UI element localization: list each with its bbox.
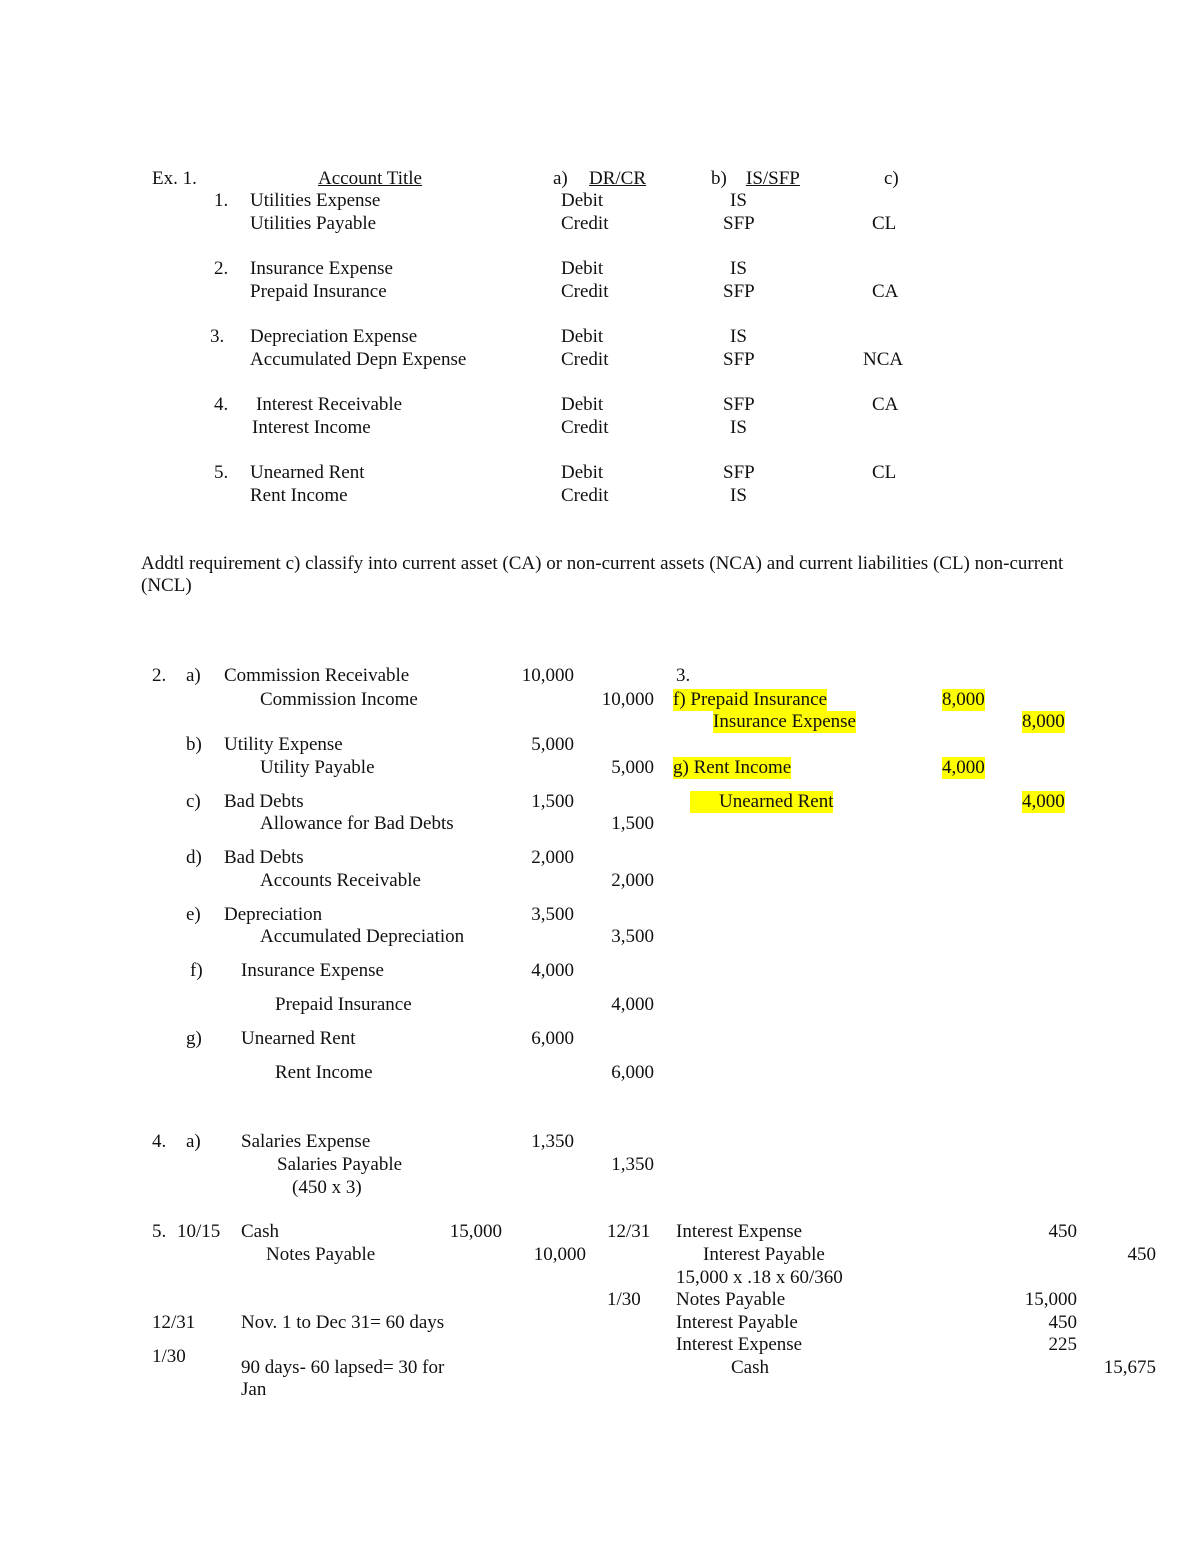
account-name: Interest Income — [252, 417, 371, 438]
group-number: 1. — [214, 190, 229, 211]
account-name: Utilities Expense — [250, 190, 381, 211]
debit-account: g) Rent Income — [673, 757, 792, 778]
debit-account: Bad Debts — [224, 847, 304, 868]
debit-account: Bad Debts — [224, 791, 304, 812]
header-issfp: IS/SFP — [746, 168, 800, 189]
account-name: Interest Receivable — [256, 394, 403, 415]
header-account-title: Account Title — [318, 168, 422, 189]
issfp-value: IS — [730, 417, 747, 438]
debit-amount: 10,000 — [521, 665, 574, 686]
credit-amount: 15,675 — [1103, 1357, 1156, 1378]
entry-date: 12/31 — [152, 1312, 196, 1333]
credit-amount: 1,500 — [611, 813, 654, 834]
account-name: Unearned Rent — [250, 462, 365, 483]
debit-amount: 2,000 — [531, 847, 574, 868]
debit-account: Interest Expense — [676, 1334, 803, 1355]
debit-amount: 1,350 — [531, 1131, 574, 1152]
debit-amount: 5,000 — [531, 734, 574, 755]
ex5-number: 5. — [152, 1221, 167, 1242]
credit-account: Utility Payable — [260, 757, 375, 778]
drcr-value: Credit — [561, 281, 609, 302]
entry-letter: a) — [186, 665, 201, 686]
drcr-value: Debit — [561, 462, 604, 483]
credit-account: Cash — [731, 1357, 769, 1378]
ex4-number: 4. — [152, 1131, 167, 1152]
header-drcr: DR/CR — [589, 168, 647, 189]
debit-amount: 6,000 — [531, 1028, 574, 1049]
computation-note: (450 x 3) — [292, 1177, 362, 1198]
debit-account: Utility Expense — [224, 734, 343, 755]
issfp-value: IS — [730, 258, 747, 279]
classification-value: NCA — [863, 349, 904, 370]
additional-requirement-note: Addtl requirement c) classify into current asset (CA) or non-current assets (NCA) and current liabilities (CL) non-current (NCL) — [141, 553, 1064, 596]
interest-computation: 15,000 x .18 x 60/360 — [676, 1267, 843, 1288]
classification-value: CL — [872, 462, 897, 483]
issfp-value: SFP — [723, 281, 755, 302]
header-a-prefix: a) — [553, 168, 568, 189]
credit-account: Accumulated Depreciation — [260, 926, 465, 947]
account-name: Prepaid Insurance — [250, 281, 387, 302]
issfp-value: IS — [730, 326, 747, 347]
account-name: Utilities Payable — [250, 213, 377, 234]
debit-amount: 1,500 — [531, 791, 574, 812]
debit-account: f) Prepaid Insurance — [673, 689, 828, 710]
issfp-value: SFP — [723, 349, 755, 370]
debit-account: Interest Payable — [676, 1312, 798, 1333]
debit-amount: 225 — [1048, 1334, 1077, 1355]
issfp-value: SFP — [723, 394, 755, 415]
entry-date: 12/31 — [607, 1221, 651, 1242]
drcr-value: Credit — [561, 417, 609, 438]
group-number: 4. — [214, 394, 229, 415]
drcr-value: Credit — [561, 213, 609, 234]
debit-account: Cash — [241, 1221, 279, 1242]
credit-amount: 10,000 — [533, 1244, 586, 1265]
debit-account: Depreciation — [224, 904, 323, 925]
credit-account: Unearned Rent — [690, 791, 833, 813]
debit-account: Unearned Rent — [241, 1028, 356, 1049]
account-name: Rent Income — [250, 485, 348, 506]
credit-amount: 8,000 — [1022, 711, 1065, 732]
debit-account: Salaries Expense — [241, 1131, 371, 1152]
credit-account: Prepaid Insurance — [275, 994, 412, 1015]
group-number: 2. — [214, 258, 229, 279]
ex3-number: 3. — [676, 665, 691, 686]
header-c: c) — [884, 168, 899, 189]
credit-amount: 10,000 — [601, 689, 654, 710]
entry-letter: g) — [186, 1028, 202, 1049]
account-name: Insurance Expense — [250, 258, 393, 279]
debit-amount: 8,000 — [942, 689, 985, 710]
credit-account: Allowance for Bad Debts — [260, 813, 454, 834]
issfp-value: SFP — [723, 213, 755, 234]
entry-letter: b) — [186, 734, 202, 755]
debit-account: Notes Payable — [676, 1289, 786, 1310]
debit-account: Interest Expense — [676, 1221, 803, 1242]
ex2-number: 2. — [152, 665, 167, 686]
debit-amount: 4,000 — [531, 960, 574, 981]
classification-value: CA — [872, 281, 899, 302]
debit-account: Commission Receivable — [224, 665, 410, 686]
drcr-value: Debit — [561, 326, 604, 347]
debit-amount: 3,500 — [531, 904, 574, 925]
drcr-value: Credit — [561, 485, 609, 506]
credit-amount: 450 — [1127, 1244, 1156, 1265]
drcr-value: Debit — [561, 394, 604, 415]
account-name: Accumulated Depn Expense — [250, 349, 467, 370]
credit-account: Interest Payable — [703, 1244, 825, 1265]
ex1-label: Ex. 1. — [152, 168, 197, 189]
credit-amount: 3,500 — [611, 926, 654, 947]
entry-date: 10/15 — [177, 1221, 221, 1242]
group-number: 3. — [210, 326, 225, 347]
entry-letter: e) — [186, 904, 201, 925]
debit-amount: 4,000 — [942, 757, 985, 778]
credit-amount: 5,000 — [611, 757, 654, 778]
credit-amount: 6,000 — [611, 1062, 654, 1083]
credit-account: Insurance Expense — [713, 711, 856, 732]
debit-account: Insurance Expense — [241, 960, 384, 981]
entry-date: 1/30 — [607, 1289, 641, 1310]
credit-amount: 1,350 — [611, 1154, 654, 1175]
entry-letter: d) — [186, 847, 202, 868]
debit-amount: 15,000 — [1024, 1289, 1077, 1310]
issfp-value: SFP — [723, 462, 755, 483]
debit-amount: 450 — [1048, 1312, 1077, 1333]
credit-account: Commission Income — [260, 689, 418, 710]
entry-letter: a) — [186, 1131, 201, 1152]
drcr-value: Credit — [561, 349, 609, 370]
account-name: Depreciation Expense — [250, 326, 418, 347]
credit-account: Rent Income — [275, 1062, 373, 1083]
credit-amount: 4,000 — [611, 994, 654, 1015]
days-note: Nov. 1 to Dec 31= 60 days — [241, 1312, 445, 1333]
entry-letter: f) — [190, 960, 203, 981]
header-b-prefix: b) — [711, 168, 727, 189]
issfp-value: IS — [730, 485, 747, 506]
credit-account: Notes Payable — [266, 1244, 376, 1265]
drcr-value: Debit — [561, 190, 604, 211]
drcr-value: Debit — [561, 258, 604, 279]
days-lapsed-note: 90 days- 60 lapsed= 30 for Jan — [241, 1357, 445, 1400]
issfp-value: IS — [730, 190, 747, 211]
debit-amount: 450 — [1048, 1221, 1077, 1242]
entry-date: 1/30 — [152, 1346, 186, 1367]
credit-amount: 2,000 — [611, 870, 654, 891]
credit-amount: 4,000 — [1022, 791, 1065, 812]
classification-value: CL — [872, 213, 897, 234]
credit-account: Salaries Payable — [277, 1154, 403, 1175]
debit-amount: 15,000 — [449, 1221, 502, 1242]
classification-value: CA — [872, 394, 899, 415]
group-number: 5. — [214, 462, 229, 483]
credit-account: Accounts Receivable — [260, 870, 421, 891]
entry-letter: c) — [186, 791, 201, 812]
